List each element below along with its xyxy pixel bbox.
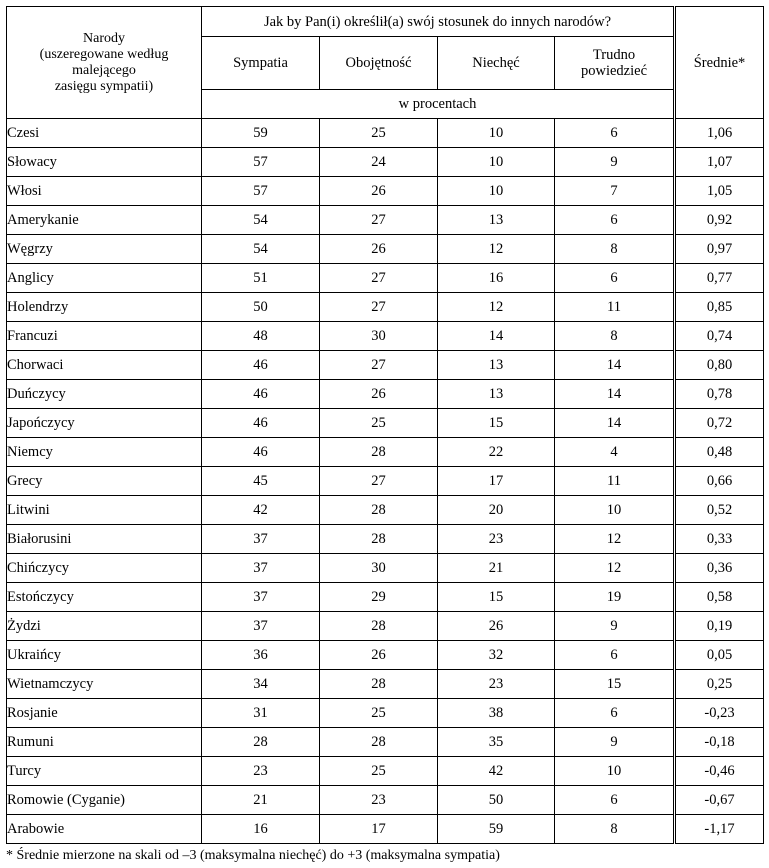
sympathy-cell: 59 bbox=[202, 119, 320, 148]
sympathy-cell: 37 bbox=[202, 554, 320, 583]
nation-cell: Holendrzy bbox=[7, 293, 202, 322]
nation-cell: Włosi bbox=[7, 177, 202, 206]
sympathy-cell: 36 bbox=[202, 641, 320, 670]
indifference-cell: 28 bbox=[320, 438, 438, 467]
average-cell: 0,48 bbox=[675, 438, 764, 467]
sympathy-cell: 57 bbox=[202, 177, 320, 206]
table-row bbox=[7, 670, 764, 699]
table-row bbox=[7, 380, 764, 409]
indifference-cell: 25 bbox=[320, 409, 438, 438]
nation-cell: Chorwaci bbox=[7, 351, 202, 380]
table-row bbox=[7, 757, 764, 786]
aversion-cell: 59 bbox=[438, 815, 555, 844]
hard-to-say-cell: 14 bbox=[555, 351, 675, 380]
nation-cell: Żydzi bbox=[7, 612, 202, 641]
hard-to-say-cell: 14 bbox=[555, 380, 675, 409]
hard-to-say-cell: 6 bbox=[555, 119, 675, 148]
aversion-cell: 50 bbox=[438, 786, 555, 815]
average-cell: 0,92 bbox=[675, 206, 764, 235]
header-nations bbox=[7, 7, 202, 119]
sympathy-cell: 50 bbox=[202, 293, 320, 322]
nation-cell: Węgrzy bbox=[7, 235, 202, 264]
indifference-cell: 25 bbox=[320, 757, 438, 786]
sympathy-cell: 28 bbox=[202, 728, 320, 757]
header-sympathy: Sympatia bbox=[202, 37, 320, 90]
average-cell: 0,05 bbox=[675, 641, 764, 670]
sympathy-cell: 48 bbox=[202, 322, 320, 351]
aversion-cell: 15 bbox=[438, 409, 555, 438]
indifference-cell: 25 bbox=[320, 699, 438, 728]
indifference-cell: 28 bbox=[320, 525, 438, 554]
nation-cell: Amerykanie bbox=[7, 206, 202, 235]
sympathy-cell: 37 bbox=[202, 583, 320, 612]
indifference-cell: 27 bbox=[320, 206, 438, 235]
aversion-cell: 26 bbox=[438, 612, 555, 641]
table-row bbox=[7, 612, 764, 641]
nation-cell: Rosjanie bbox=[7, 699, 202, 728]
nation-cell: Duńczycy bbox=[7, 380, 202, 409]
aversion-cell: 38 bbox=[438, 699, 555, 728]
header-hard-line: powiedzieć bbox=[580, 63, 648, 79]
nation-cell: Anglicy bbox=[7, 264, 202, 293]
header-aversion: Niechęć bbox=[438, 37, 555, 90]
table-row bbox=[7, 699, 764, 728]
aversion-cell: 35 bbox=[438, 728, 555, 757]
average-cell: -0,67 bbox=[675, 786, 764, 815]
aversion-cell: 21 bbox=[438, 554, 555, 583]
aversion-cell: 20 bbox=[438, 496, 555, 525]
header-question: Jak by Pan(i) określił(a) swój stosunek do innych narodów? bbox=[202, 7, 675, 37]
sympathy-cell: 46 bbox=[202, 351, 320, 380]
nation-cell: Japończycy bbox=[7, 409, 202, 438]
hard-to-say-cell: 6 bbox=[555, 206, 675, 235]
hard-to-say-cell: 7 bbox=[555, 177, 675, 206]
aversion-cell: 17 bbox=[438, 467, 555, 496]
aversion-cell: 10 bbox=[438, 177, 555, 206]
table-row bbox=[7, 119, 764, 148]
sympathy-cell: 31 bbox=[202, 699, 320, 728]
average-cell: 0,66 bbox=[675, 467, 764, 496]
table-row bbox=[7, 786, 764, 815]
indifference-cell: 27 bbox=[320, 264, 438, 293]
table-row bbox=[7, 525, 764, 554]
nation-cell: Arabowie bbox=[7, 815, 202, 844]
indifference-cell: 28 bbox=[320, 612, 438, 641]
header-average: Średnie* bbox=[675, 7, 764, 119]
average-cell: 1,05 bbox=[675, 177, 764, 206]
sympathy-table bbox=[6, 6, 764, 844]
table-row bbox=[7, 293, 764, 322]
indifference-cell: 25 bbox=[320, 119, 438, 148]
table-row bbox=[7, 235, 764, 264]
hard-to-say-cell: 4 bbox=[555, 438, 675, 467]
hard-to-say-cell: 8 bbox=[555, 322, 675, 351]
average-cell: 0,74 bbox=[675, 322, 764, 351]
average-cell: 0,36 bbox=[675, 554, 764, 583]
hard-to-say-cell: 9 bbox=[555, 728, 675, 757]
average-cell: 0,52 bbox=[675, 496, 764, 525]
table-row bbox=[7, 264, 764, 293]
table-row bbox=[7, 554, 764, 583]
indifference-cell: 27 bbox=[320, 293, 438, 322]
table-row bbox=[7, 496, 764, 525]
aversion-cell: 13 bbox=[438, 206, 555, 235]
table-row bbox=[7, 206, 764, 235]
hard-to-say-cell: 12 bbox=[555, 525, 675, 554]
aversion-cell: 32 bbox=[438, 641, 555, 670]
aversion-cell: 10 bbox=[438, 148, 555, 177]
hard-to-say-cell: 6 bbox=[555, 699, 675, 728]
average-cell: 1,06 bbox=[675, 119, 764, 148]
sympathy-cell: 23 bbox=[202, 757, 320, 786]
header-nations-line: (uszeregowane według bbox=[39, 46, 169, 62]
aversion-cell: 22 bbox=[438, 438, 555, 467]
nation-cell: Słowacy bbox=[7, 148, 202, 177]
indifference-cell: 26 bbox=[320, 380, 438, 409]
average-cell: 0,85 bbox=[675, 293, 764, 322]
hard-to-say-cell: 6 bbox=[555, 786, 675, 815]
sympathy-cell: 54 bbox=[202, 206, 320, 235]
average-cell: 0,72 bbox=[675, 409, 764, 438]
header-hard-line: Trudno bbox=[592, 47, 636, 63]
indifference-cell: 28 bbox=[320, 670, 438, 699]
average-cell: 1,07 bbox=[675, 148, 764, 177]
nation-cell: Estończycy bbox=[7, 583, 202, 612]
table-row bbox=[7, 177, 764, 206]
header-hard-to-say bbox=[555, 37, 675, 90]
aversion-cell: 42 bbox=[438, 757, 555, 786]
table-row bbox=[7, 438, 764, 467]
sympathy-cell: 45 bbox=[202, 467, 320, 496]
hard-to-say-cell: 10 bbox=[555, 496, 675, 525]
aversion-cell: 14 bbox=[438, 322, 555, 351]
indifference-cell: 17 bbox=[320, 815, 438, 844]
indifference-cell: 30 bbox=[320, 322, 438, 351]
aversion-cell: 10 bbox=[438, 119, 555, 148]
header-unit: w procentach bbox=[202, 90, 675, 119]
header-nations-line: malejącego bbox=[72, 62, 136, 78]
nation-cell: Turcy bbox=[7, 757, 202, 786]
hard-to-say-cell: 8 bbox=[555, 815, 675, 844]
hard-to-say-cell: 14 bbox=[555, 409, 675, 438]
average-cell: -0,23 bbox=[675, 699, 764, 728]
aversion-cell: 16 bbox=[438, 264, 555, 293]
indifference-cell: 30 bbox=[320, 554, 438, 583]
table-body bbox=[7, 119, 764, 844]
hard-to-say-cell: 9 bbox=[555, 612, 675, 641]
average-cell: 0,97 bbox=[675, 235, 764, 264]
hard-to-say-cell: 9 bbox=[555, 148, 675, 177]
sympathy-cell: 51 bbox=[202, 264, 320, 293]
footnote: * Średnie mierzone na skali od –3 (maksymalna niechęć) do +3 (maksymalna sympatia) bbox=[6, 848, 500, 863]
table-row bbox=[7, 467, 764, 496]
average-cell: -0,46 bbox=[675, 757, 764, 786]
indifference-cell: 26 bbox=[320, 641, 438, 670]
hard-to-say-cell: 12 bbox=[555, 554, 675, 583]
sympathy-cell: 46 bbox=[202, 409, 320, 438]
average-cell: 0,58 bbox=[675, 583, 764, 612]
hard-to-say-cell: 11 bbox=[555, 467, 675, 496]
table-row bbox=[7, 409, 764, 438]
nation-cell: Chińczycy bbox=[7, 554, 202, 583]
indifference-cell: 26 bbox=[320, 177, 438, 206]
average-cell: -0,18 bbox=[675, 728, 764, 757]
sympathy-cell: 34 bbox=[202, 670, 320, 699]
indifference-cell: 24 bbox=[320, 148, 438, 177]
nation-cell: Litwini bbox=[7, 496, 202, 525]
indifference-cell: 27 bbox=[320, 467, 438, 496]
table-row bbox=[7, 583, 764, 612]
aversion-cell: 12 bbox=[438, 293, 555, 322]
sympathy-cell: 46 bbox=[202, 380, 320, 409]
table-row bbox=[7, 641, 764, 670]
average-cell: 0,77 bbox=[675, 264, 764, 293]
aversion-cell: 13 bbox=[438, 380, 555, 409]
aversion-cell: 12 bbox=[438, 235, 555, 264]
table-row bbox=[7, 728, 764, 757]
sympathy-cell: 54 bbox=[202, 235, 320, 264]
nation-cell: Ukraińcy bbox=[7, 641, 202, 670]
nation-cell: Czesi bbox=[7, 119, 202, 148]
average-cell: 0,80 bbox=[675, 351, 764, 380]
average-cell: 0,33 bbox=[675, 525, 764, 554]
sympathy-cell: 37 bbox=[202, 525, 320, 554]
header-nations-line: zasięgu sympatii) bbox=[54, 78, 154, 94]
hard-to-say-cell: 8 bbox=[555, 235, 675, 264]
header-indifference: Obojętność bbox=[320, 37, 438, 90]
table-row bbox=[7, 815, 764, 844]
hard-to-say-cell: 11 bbox=[555, 293, 675, 322]
nation-cell: Francuzi bbox=[7, 322, 202, 351]
nation-cell: Grecy bbox=[7, 467, 202, 496]
table-row bbox=[7, 148, 764, 177]
table-row bbox=[7, 322, 764, 351]
aversion-cell: 23 bbox=[438, 670, 555, 699]
average-cell: 0,19 bbox=[675, 612, 764, 641]
sympathy-cell: 46 bbox=[202, 438, 320, 467]
indifference-cell: 28 bbox=[320, 728, 438, 757]
sympathy-cell: 37 bbox=[202, 612, 320, 641]
hard-to-say-cell: 6 bbox=[555, 264, 675, 293]
sympathy-cell: 16 bbox=[202, 815, 320, 844]
aversion-cell: 15 bbox=[438, 583, 555, 612]
nation-cell: Rumuni bbox=[7, 728, 202, 757]
sympathy-cell: 57 bbox=[202, 148, 320, 177]
aversion-cell: 13 bbox=[438, 351, 555, 380]
indifference-cell: 29 bbox=[320, 583, 438, 612]
hard-to-say-cell: 10 bbox=[555, 757, 675, 786]
nation-cell: Białorusini bbox=[7, 525, 202, 554]
hard-to-say-cell: 19 bbox=[555, 583, 675, 612]
indifference-cell: 26 bbox=[320, 235, 438, 264]
average-cell: -1,17 bbox=[675, 815, 764, 844]
indifference-cell: 27 bbox=[320, 351, 438, 380]
indifference-cell: 23 bbox=[320, 786, 438, 815]
indifference-cell: 28 bbox=[320, 496, 438, 525]
aversion-cell: 23 bbox=[438, 525, 555, 554]
sympathy-cell: 42 bbox=[202, 496, 320, 525]
hard-to-say-cell: 15 bbox=[555, 670, 675, 699]
average-cell: 0,25 bbox=[675, 670, 764, 699]
table-row bbox=[7, 351, 764, 380]
header-nations-line: Narody bbox=[83, 30, 125, 46]
average-cell: 0,78 bbox=[675, 380, 764, 409]
nation-cell: Niemcy bbox=[7, 438, 202, 467]
hard-to-say-cell: 6 bbox=[555, 641, 675, 670]
nation-cell: Wietnamczycy bbox=[7, 670, 202, 699]
sympathy-cell: 21 bbox=[202, 786, 320, 815]
nation-cell: Romowie (Cyganie) bbox=[7, 786, 202, 815]
